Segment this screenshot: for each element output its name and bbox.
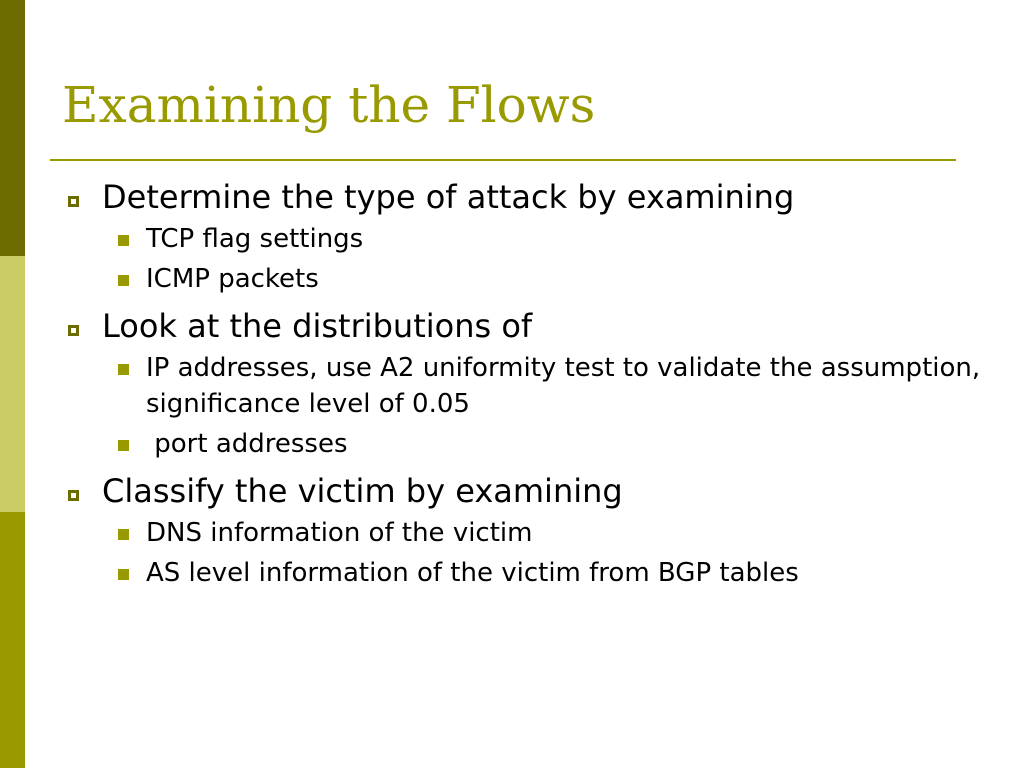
sub-bullet-item: [0, 261, 1024, 297]
hollow-square-bullet-icon: [68, 325, 79, 336]
filled-square-bullet-icon: [118, 235, 129, 246]
bullet-item-distributions: [0, 307, 1024, 346]
sub-bullet-text: IP addresses, use A2 uniformity test to validate the assumption, significance level of 0.05: [146, 352, 981, 419]
sub-bullet-text: ICMP packets: [146, 263, 319, 294]
filled-square-bullet-icon: [118, 569, 129, 580]
sub-bullet-item: [0, 426, 1024, 462]
bullet-item-classify-victim: [0, 472, 1024, 511]
slide-content: [0, 178, 1024, 591]
sub-bullet-item: [0, 515, 1024, 551]
slide-title: Examining the Flows: [62, 76, 596, 134]
sub-bullet-item: [0, 555, 1024, 591]
filled-square-bullet-icon: [118, 440, 129, 451]
hollow-square-bullet-icon: [68, 490, 79, 501]
sub-bullet-text: DNS information of the victim: [146, 517, 533, 548]
bullet-text: Look at the distributions of: [102, 306, 533, 345]
bullet-text: Classify the victim by examining: [102, 472, 623, 511]
sub-bullet-text: port addresses: [146, 428, 348, 459]
sub-bullet-text: AS level information of the victim from BGP tables: [146, 557, 799, 588]
filled-square-bullet-icon: [118, 275, 129, 286]
sub-bullet-item: [0, 350, 1024, 422]
hollow-square-bullet-icon: [68, 196, 79, 207]
sub-bullet-item: [0, 221, 1024, 257]
sub-bullet-text: TCP flag settings: [146, 223, 364, 254]
bullet-item-attack-type: [0, 178, 1024, 217]
filled-square-bullet-icon: [118, 529, 129, 540]
title-underline-rule: [50, 159, 956, 161]
bullet-text: Determine the type of attack by examining: [102, 178, 795, 216]
filled-square-bullet-icon: [118, 364, 129, 375]
